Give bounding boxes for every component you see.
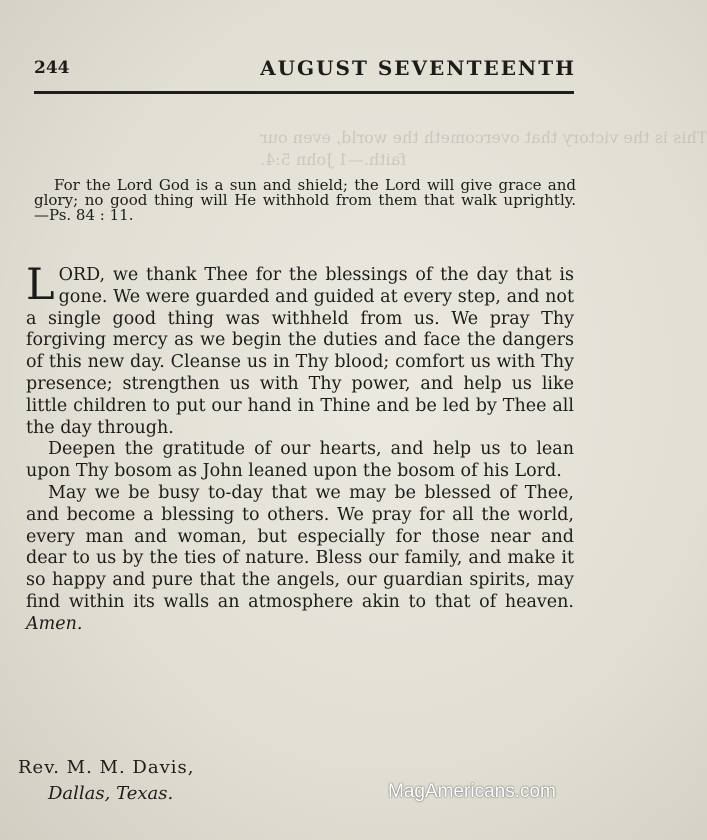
prayer-paragraph xyxy=(26,483,574,636)
page-header xyxy=(34,56,576,84)
bleed-through-line: faith.—1 John 5:4. xyxy=(260,150,407,169)
bleed-through-line: This is the victory that overcometh the world, even our xyxy=(260,128,707,147)
prayer-paragraph-text: ORD, we thank Thee for the blessings of the day that is gone. We were guarded and guided at every step, and not a single good thing was withheld from us. We pray Thy forgiving mercy as we begin the duties and face the dangers of this new day. Cleanse us in Thy blood; comfort us with Thy presence; strengthen us with Thy power, and help us like little children to put our hand in Thine and be led by Thee all the day through. xyxy=(26,265,574,438)
page-title: AUGUST SEVENTEENTH xyxy=(260,56,576,80)
verse-text: For the Lord God is a sun and shield; the Lord will give grace and glory; no good thing will He withhold from them that walk uprightly. xyxy=(34,176,576,209)
watermark: MagAmericans.com xyxy=(388,781,556,802)
amen: Amen. xyxy=(26,613,83,634)
page-number: 244 xyxy=(34,58,70,78)
author-place: Dallas, Texas. xyxy=(48,783,174,804)
prayer-paragraph-text: May we be busy to-day that we may be blessed of Thee, and become a blessing to others. We pray for all the world, every man and woman, but especially for those near and dear to us by the ties of nature. Bless our family, and make it so happy and pure that the angels, our guardian spirits, may find within its walls an atmosphere akin to that of heaven. xyxy=(26,482,574,612)
scripture-verse xyxy=(34,178,576,223)
prayer-paragraph: Deepen the gratitude of our hearts, and help us to lean upon Thy bosom as John leaned upon the bosom of his Lord. xyxy=(26,439,574,482)
author-name: Rev. M. M. Davis, xyxy=(18,757,195,778)
prayer-paragraph xyxy=(26,260,574,439)
prayer-body xyxy=(26,260,574,636)
header-rule xyxy=(34,91,574,94)
verse-reference: —Ps. 84 : 11. xyxy=(34,206,134,224)
drop-cap: L xyxy=(26,260,55,310)
